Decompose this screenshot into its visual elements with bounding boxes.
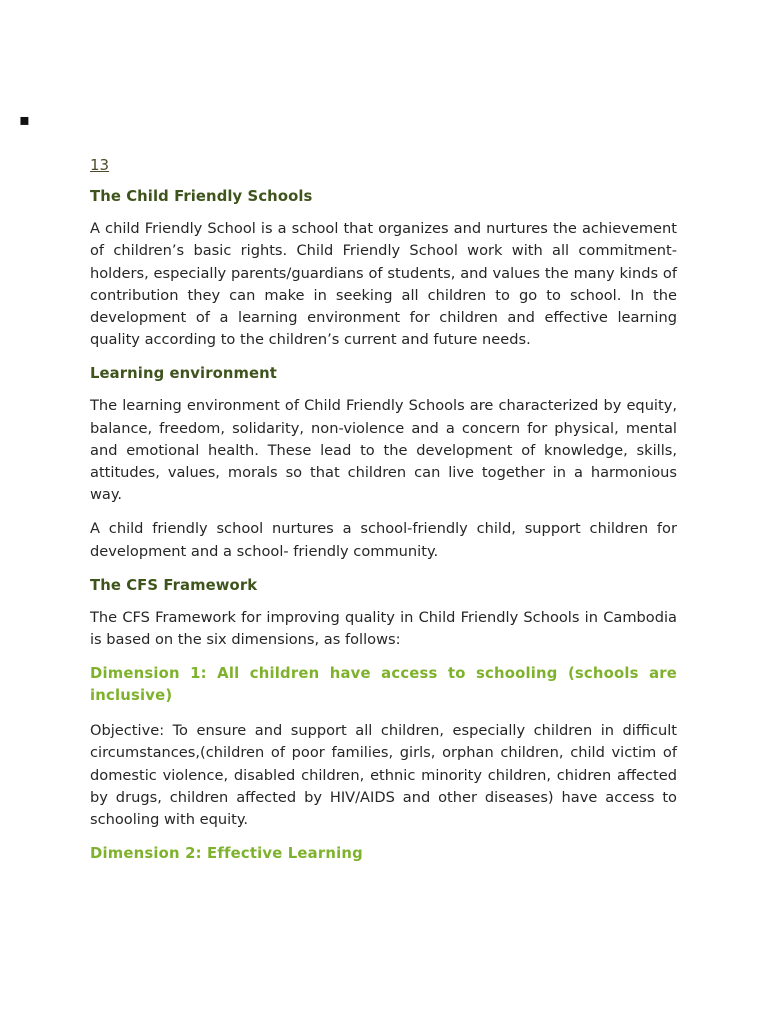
heading-child-friendly-schools: The Child Friendly Schools (90, 188, 313, 206)
paragraph-dimension-1-objective: Objective: To ensure and support all children, especially children in difficult circumstances,(children of poor families, girls, orphan children, child victim of domestic violence, disabled children, ethnic minority children, chidren affected by drugs, children affected by HIV/AIDS and other diseases) have access to schooling with equity. (90, 722, 677, 829)
heading-cfs-framework: The CFS Framework (90, 576, 258, 594)
heading-learning-environment: Learning environment (90, 365, 277, 383)
document-page (90, 154, 677, 878)
paragraph-learning-environment: The learning environment of Child Friendly Schools are characterized by equity, balance, freedom, solidarity, non-violence and a concern for physical, mental and emotional health. These lead to the development of knowledge, skills, attitudes, values, morals so that children can live together in a harmonious way. (90, 397, 677, 504)
heading-dimension-1: Dimension 1: All children have access to schooling (schools are inclusive) (90, 665, 677, 705)
paragraph-cfs-definition: A child Friendly School is a school that organizes and nurtures the achievement of children’s basic rights. Child Friendly School work with all commitment-holders, especially parents/guardians of students, and values the many kinds of contribution they can make in seeking all children to go to school. In the development of a learning environment for children and effective learning quality according to the children’s current and future needs. (90, 220, 677, 349)
page-number-link[interactable]: 13 (90, 156, 110, 174)
paragraph-school-friendly-child: A child friendly school nurtures a school-friendly child, support children for development and a school- friendly community. (90, 520, 677, 560)
paragraph-cfs-framework: The CFS Framework for improving quality in Child Friendly Schools in Cambodia is based on the six dimensions, as follows: (90, 608, 677, 649)
bullet-marker: ▪ (19, 110, 30, 129)
heading-dimension-2: Dimension 2: Effective Learning (90, 845, 363, 863)
